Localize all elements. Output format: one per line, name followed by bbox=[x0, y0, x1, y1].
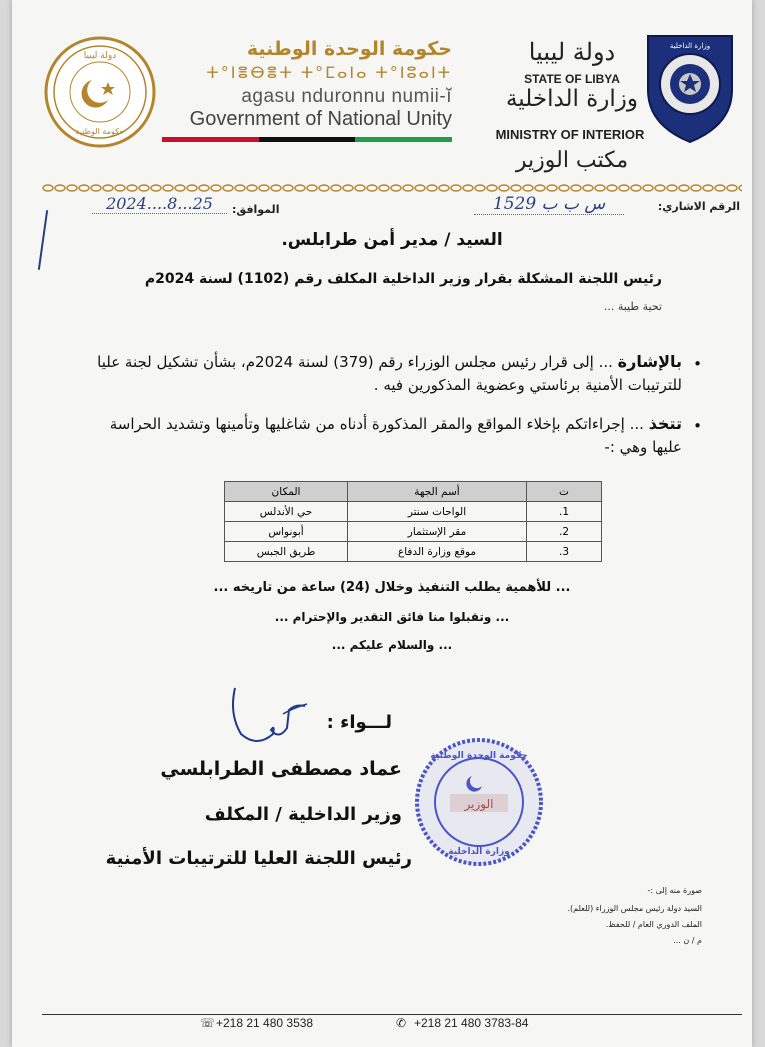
paragraph-1-lead: بالإشارة bbox=[617, 352, 682, 371]
svg-text:وزارة الداخلية: وزارة الداخلية bbox=[448, 847, 510, 857]
distribution-heading: صورة منه إلى :- bbox=[647, 886, 702, 895]
paragraph-2-lead: تتخذ bbox=[648, 414, 682, 433]
closing-line-2: ... وتقبلوا منا فائق التقدير والإحترام ... bbox=[274, 610, 510, 624]
phone-icon: ☏ bbox=[200, 1016, 216, 1030]
table-header-row bbox=[225, 482, 602, 502]
table-row bbox=[225, 502, 602, 522]
table-cell: موقع وزارة الدفاع bbox=[348, 542, 527, 562]
table-header-index: ت bbox=[527, 482, 602, 502]
distribution-item: م / ن ... bbox=[673, 936, 702, 945]
locations-table bbox=[224, 481, 602, 562]
bullet-icon: • bbox=[693, 355, 702, 373]
reference-number-label: الرقم الاشاري: bbox=[657, 200, 740, 213]
greeting: تحية طيبة ... bbox=[603, 300, 662, 313]
table-header-entity: أسم الجهة bbox=[348, 482, 527, 502]
official-stamp bbox=[410, 736, 548, 868]
gnu-latin-name: agasu nduronnu numii-ĭ bbox=[241, 86, 452, 107]
gnu-english-name: Government of National Unity bbox=[189, 108, 452, 130]
paragraph-2 bbox=[82, 412, 702, 459]
subject-line: رئيس اللجنة المشكلة بقرار وزير الداخلية المكلف رقم (1102) لسنة 2024م bbox=[144, 271, 662, 287]
addressee: السيد / مدير أمن طرابلس. bbox=[281, 230, 503, 250]
reference-row bbox=[42, 194, 742, 220]
table-header-place: المكان bbox=[225, 482, 348, 502]
date-label: الموافق: bbox=[232, 203, 280, 216]
gnu-arabic-name: حكومة الوحدة الوطنية bbox=[246, 38, 452, 60]
phone-number: +218 21 480 3538 bbox=[216, 1016, 314, 1030]
table-cell: الواحات سنتر bbox=[348, 502, 527, 522]
closing-line-1: ... للأهمية يطلب التنفيذ وخلال (24) ساعة من تاريخه ... bbox=[213, 580, 571, 595]
reference-number-value: 1529 س ب ب bbox=[474, 194, 624, 215]
paragraph-1 bbox=[82, 350, 702, 397]
table-row bbox=[225, 542, 602, 562]
svg-text:وزارة الداخلية: وزارة الداخلية bbox=[669, 42, 711, 50]
document-page bbox=[12, 0, 752, 1047]
date-value: 2024....8...25 bbox=[92, 194, 227, 214]
flag-green bbox=[355, 137, 452, 142]
signatory-title-2: رئيس اللجنة العليا للترتيبات الأمنية bbox=[105, 848, 412, 869]
table-cell: أبونواس bbox=[225, 522, 348, 542]
fax-number: +218 21 480 3783-84 bbox=[414, 1016, 529, 1030]
moi-emblem-logo bbox=[642, 30, 738, 146]
moi-office-arabic: مكتب الوزير bbox=[515, 148, 629, 173]
table-cell: 2. bbox=[527, 522, 602, 542]
gnu-tifinagh-name: ⵜ°ⵏⴻⴱⴻⵜ ⵜ°ⵎⴰⵏⴰ ⵜ°ⵏⵓⴰⵏⵜ bbox=[206, 63, 452, 82]
paragraph-1-text: ... إلى قرار رئيس مجلس الوزراء رقم (379) لسنة 2024م، بشأن تشكيل لجنة عليا للترتيبات الأمنية برئاستي وعضوية المذكورين فيه . bbox=[97, 353, 682, 394]
svg-text:حكومة الوحدة الوطنية: حكومة الوحدة الوطنية bbox=[430, 751, 528, 761]
moi-state-english: STATE OF LIBYA bbox=[524, 72, 620, 86]
flag-red bbox=[162, 137, 259, 142]
svg-text:دولة ليبيا: دولة ليبيا bbox=[83, 51, 117, 61]
moi-state-arabic: دولة ليبيا bbox=[528, 38, 616, 66]
moi-ministry-arabic: وزارة الداخلية bbox=[505, 86, 639, 112]
paragraph-2-text: ... إجراءاتكم بإخلاء المواقع والمقر المذكورة أدناه من شاغليها وتأمينها وتشديد الحراسة عليها وهي :- bbox=[109, 415, 682, 456]
table-cell: مقر الإستثمار bbox=[348, 522, 527, 542]
gnu-seal-logo bbox=[44, 36, 156, 148]
table-cell: 1. bbox=[527, 502, 602, 522]
closing-line-3: ... والسلام عليكم ... bbox=[331, 638, 453, 652]
flag-black bbox=[259, 137, 356, 142]
bullet-icon: • bbox=[693, 417, 702, 435]
flag-stripe bbox=[162, 137, 452, 142]
fax-icon: ✆ bbox=[396, 1016, 407, 1030]
svg-text:الوزير: الوزير bbox=[464, 797, 494, 811]
moi-ministry-english: MINISTRY OF INTERIOR bbox=[495, 127, 645, 142]
table-cell: حي الأندلس bbox=[225, 502, 348, 522]
table-cell: طريق الجبس bbox=[225, 542, 348, 562]
table-row bbox=[225, 522, 602, 542]
footer-rule bbox=[42, 1014, 742, 1015]
distribution-item: الملف الدوري العام / للحفظ. bbox=[605, 920, 702, 929]
signatory-rank: لـــواء : bbox=[326, 712, 392, 733]
distribution-item: السيد دولة رئيس مجلس الوزراء (للعلم). bbox=[567, 904, 702, 913]
decorative-chain-rule bbox=[42, 184, 742, 192]
signatory-name: عماد مصطفى الطرابلسي bbox=[160, 758, 402, 780]
svg-text:حكومة الوطنية: حكومة الوطنية bbox=[75, 127, 125, 136]
signatory-title-1: وزير الداخلية / المكلف bbox=[204, 804, 402, 825]
table-cell: 3. bbox=[527, 542, 602, 562]
